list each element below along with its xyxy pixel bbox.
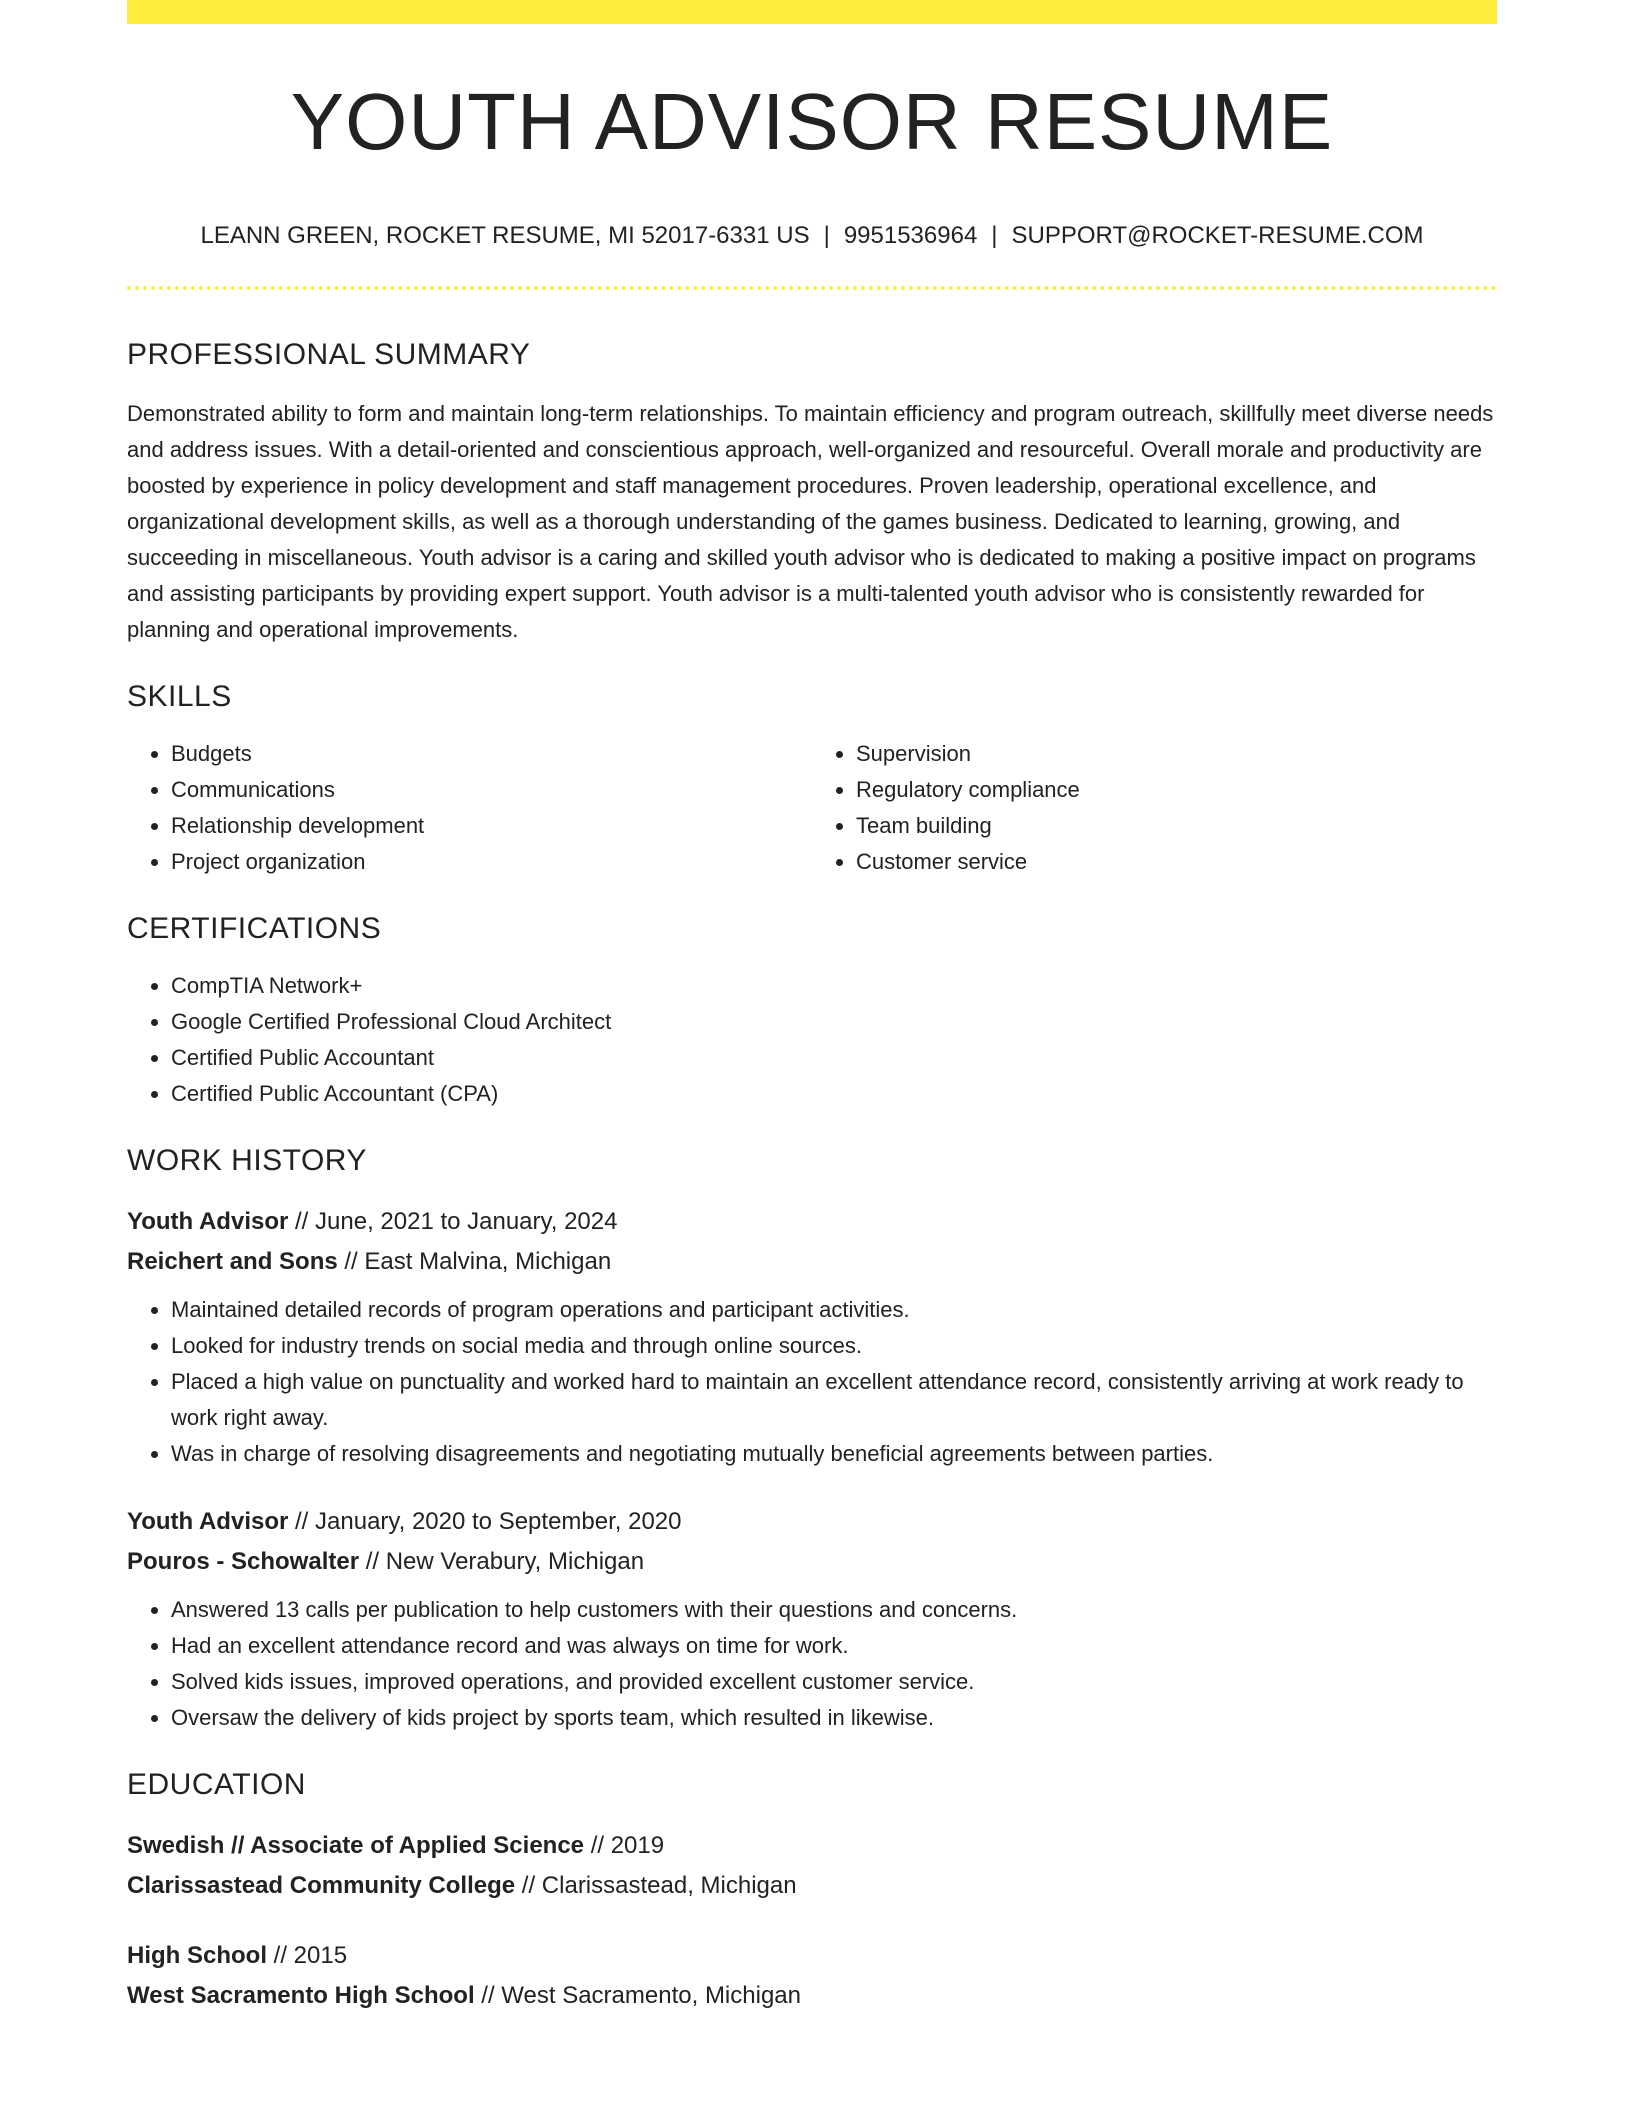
skill-item: • Project organization <box>171 844 812 880</box>
resume-page <box>127 0 1497 2016</box>
certifications-section <box>127 914 1497 1112</box>
contact-email: SUPPORT@ROCKET-RESUME.COM <box>1011 222 1424 249</box>
job-bullet: • Looked for industry trends on social media and through online sources. <box>171 1328 1497 1364</box>
summary-text: Demonstrated ability to form and maintain long-term relationships. To maintain efficiency and program outreach, skillfully meet diverse needs and address issues. With a detail-oriented and conscientious approach, well-organized and resourceful. Overall morale and productivity are boosted by experience in policy development and staff management procedures. Proven leadership, operational excellence, and organizational development skills, as well as a thorough understanding of the games business. Dedicated to learning, growing, and succeeding in miscellaneous. Youth advisor is a caring and skilled youth advisor who is dedicated to making a positive impact on programs and assisting participants by providing expert support. Youth advisor is a multi-talented youth advisor who is consistently rewarded for planning and operational improvements. <box>127 401 1494 642</box>
job-company: Pouros - Schowalter <box>127 1548 360 1575</box>
job-title: Youth Advisor <box>127 1508 289 1535</box>
education-year: // 2015 <box>273 1942 348 1969</box>
spacer <box>127 1906 1497 1936</box>
skill-item: • Communications <box>171 772 812 808</box>
job-location: // East Malvina, Michigan <box>344 1248 612 1275</box>
education-location: // Clarissastead, Michigan <box>521 1872 797 1899</box>
education-entry <box>127 1936 1497 2016</box>
contact-address: LEANN GREEN, ROCKET RESUME, MI 52017-6331 US <box>200 222 810 249</box>
education-location: // West Sacramento, Michigan <box>481 1982 801 2009</box>
skills-heading: SKILLS <box>127 680 232 713</box>
skill-item: • Customer service <box>856 844 1497 880</box>
skills-list-left <box>127 736 812 880</box>
certification-item: • Certified Public Accountant (CPA) <box>171 1076 1497 1112</box>
resume-title: YOUTH ADVISOR RESUME <box>290 77 1334 166</box>
spacer <box>127 1472 1497 1502</box>
dotted-divider <box>127 286 1497 290</box>
education-heading: EDUCATION <box>127 1768 306 1801</box>
job-company: Reichert and Sons <box>127 1248 338 1275</box>
skills-columns <box>127 736 1497 880</box>
job-bullet: • Answered 13 calls per publication to help customers with their questions and concerns. <box>171 1592 1497 1628</box>
skills-list-right <box>812 736 1497 880</box>
work-history-heading: WORK HISTORY <box>127 1144 367 1177</box>
summary-heading: PROFESSIONAL SUMMARY <box>127 338 531 371</box>
contact-separator: | <box>991 222 998 249</box>
certifications-list <box>127 968 1497 1112</box>
work-history-section <box>127 1146 1497 1736</box>
contact-line <box>127 224 1497 248</box>
education-degree: Swedish // Associate of Applied Science <box>127 1832 585 1859</box>
education-entry <box>127 1826 1497 1906</box>
skill-item: • Team building <box>856 808 1497 844</box>
contact-separator: | <box>823 222 830 249</box>
job-dates: // January, 2020 to September, 2020 <box>295 1508 682 1535</box>
education-school: Clarissastead Community College <box>127 1872 516 1899</box>
contact-phone: 9951536964 <box>843 222 978 249</box>
job-bullet: • Had an excellent attendance record and was always on time for work. <box>171 1628 1497 1664</box>
skill-item: • Relationship development <box>171 808 812 844</box>
skill-item: • Supervision <box>856 736 1497 772</box>
job-header <box>127 1502 1497 1582</box>
job-bullet: • Placed a high value on punctuality and worked hard to maintain an excellent attendance record, consistently arriving at work ready to work right away. <box>171 1364 1497 1436</box>
skill-item: • Regulatory compliance <box>856 772 1497 808</box>
education-school: West Sacramento High School <box>127 1982 475 2009</box>
education-year: // 2019 <box>590 1832 665 1859</box>
job-location: // New Verabury, Michigan <box>365 1548 645 1575</box>
job-bullet-list <box>127 1292 1497 1472</box>
certifications-heading: CERTIFICATIONS <box>127 912 382 945</box>
skills-section <box>127 682 1497 880</box>
job-bullet: • Solved kids issues, improved operations, and provided excellent customer service. <box>171 1664 1497 1700</box>
job-bullet: • Maintained detailed records of program operations and participant activities. <box>171 1292 1497 1328</box>
job-bullet: • Was in charge of resolving disagreements and negotiating mutually beneficial agreements between parties. <box>171 1436 1497 1472</box>
certification-item: • CompTIA Network+ <box>171 968 1497 1004</box>
certification-item: • Google Certified Professional Cloud Architect <box>171 1004 1497 1040</box>
certification-item: • Certified Public Accountant <box>171 1040 1497 1076</box>
job-dates: // June, 2021 to January, 2024 <box>295 1208 618 1235</box>
summary-section <box>127 340 1497 648</box>
top-accent-bar <box>127 0 1497 24</box>
education-section <box>127 1770 1497 2016</box>
job-bullet-list <box>127 1592 1497 1736</box>
job-bullet: • Oversaw the delivery of kids project by sports team, which resulted in likewise. <box>171 1700 1497 1736</box>
education-degree: High School <box>127 1942 267 1969</box>
job-title: Youth Advisor <box>127 1208 289 1235</box>
skill-item: • Budgets <box>171 736 812 772</box>
job-header <box>127 1202 1497 1282</box>
